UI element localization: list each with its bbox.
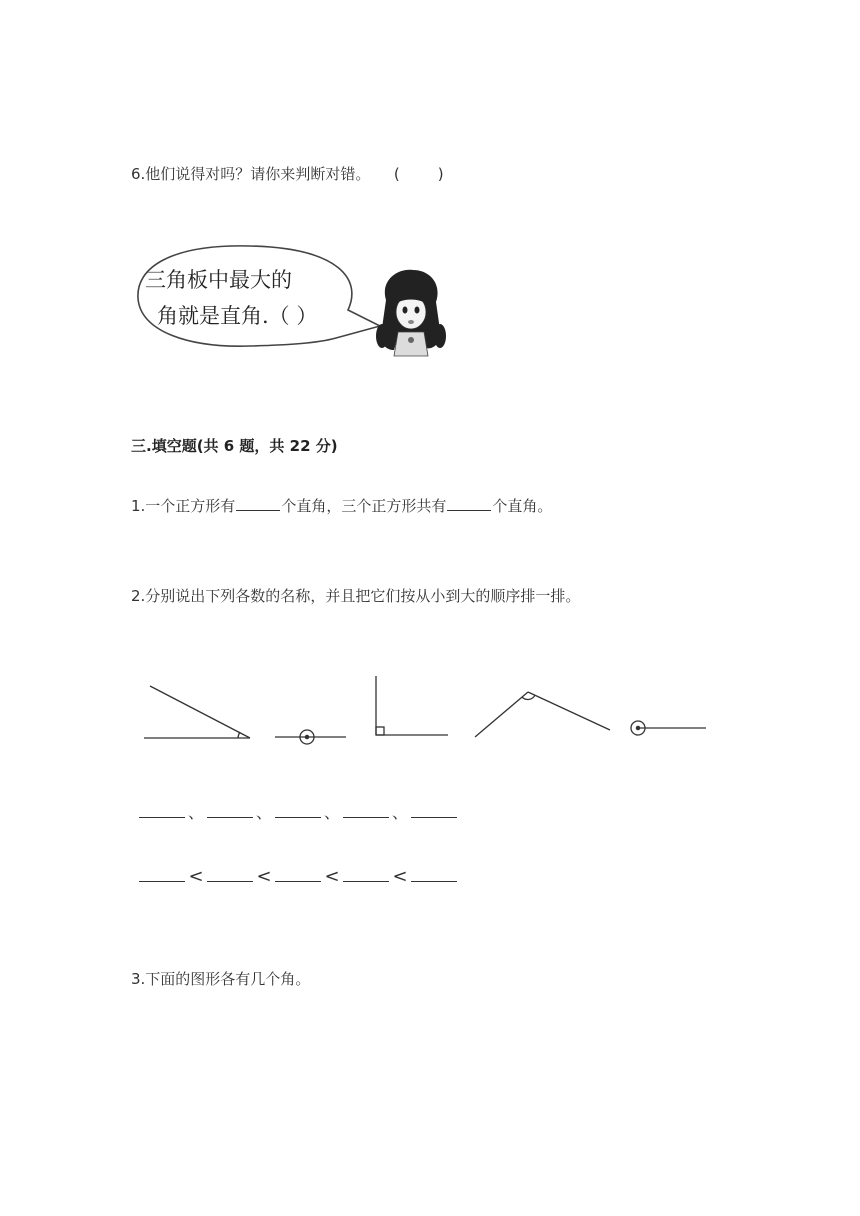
order-blank-3[interactable]	[275, 867, 321, 882]
speech-bubble-line-1: 三角板中最大的	[145, 268, 292, 292]
straight-angle-icon	[275, 730, 346, 744]
speech-bubble-text	[145, 262, 317, 334]
answer-paren-open: (	[393, 165, 400, 183]
question-6	[131, 163, 444, 184]
angle-name-blank-2[interactable]	[207, 803, 253, 818]
angle-order-blanks	[138, 866, 458, 887]
angle-name-blank-5[interactable]	[411, 803, 457, 818]
girl-cartoon-icon	[376, 270, 446, 356]
separator: 、	[255, 803, 272, 822]
order-blank-1[interactable]	[139, 867, 185, 882]
separator: 、	[323, 803, 340, 822]
angle-name-blank-4[interactable]	[343, 803, 389, 818]
question-1-part-3: 个直角。	[492, 497, 553, 515]
order-blank-4[interactable]	[343, 867, 389, 882]
acute-angle-icon	[144, 686, 250, 738]
angle-name-blanks	[138, 800, 458, 823]
less-than-sign: <	[392, 866, 408, 887]
obtuse-angle-icon	[475, 692, 610, 737]
right-angle-icon	[376, 676, 448, 735]
less-than-sign: <	[324, 866, 340, 887]
answer-blank-2[interactable]	[447, 496, 491, 511]
separator: 、	[391, 803, 408, 822]
question-6-prompt: 6.他们说得对吗？请你来判断对错。	[131, 165, 371, 183]
order-blank-5[interactable]	[411, 867, 457, 882]
angle-figures	[130, 660, 730, 760]
question-1	[131, 495, 552, 516]
separator: 、	[187, 803, 204, 822]
speech-bubble-line-2: 角就是直角.（ ）	[157, 304, 318, 328]
section-3-title: 三.填空题(共 6 题，共 22 分)	[131, 437, 338, 455]
answer-paren-close: )	[437, 165, 444, 183]
question-1-part-2: 个直角，三个正方形共有	[281, 497, 447, 515]
angle-name-blank-1[interactable]	[139, 803, 185, 818]
less-than-sign: <	[256, 866, 272, 887]
full-angle-icon	[631, 721, 706, 735]
less-than-sign: <	[188, 866, 204, 887]
angle-name-blank-3[interactable]	[275, 803, 321, 818]
answer-blank-1[interactable]	[236, 496, 280, 511]
order-blank-2[interactable]	[207, 867, 253, 882]
question-1-part-1: 1.一个正方形有	[131, 497, 236, 515]
question-3-prompt: 3.下面的图形各有几个角。	[131, 970, 311, 988]
question-2-prompt: 2.分别说出下列各数的名称，并且把它们按从小到大的顺序排一排。	[131, 587, 581, 605]
